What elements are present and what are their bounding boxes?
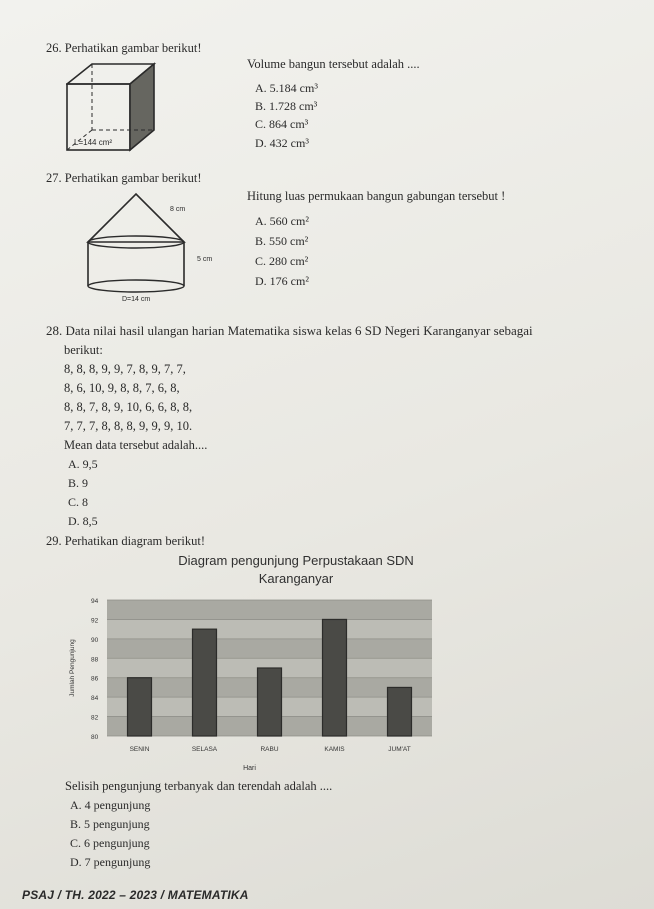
x-tick-label: JUM'AT — [388, 746, 411, 753]
grid-band — [107, 600, 432, 619]
q29-option-b[interactable]: B. 5 pengunjung — [70, 817, 150, 831]
y-tick-label: 94 — [91, 598, 99, 605]
bar-kamis — [323, 619, 347, 736]
q29-option-d[interactable]: D. 7 pengunjung — [70, 855, 151, 869]
bar-rabu — [258, 668, 282, 736]
q28-title: 28. Data nilai hasil ulangan harian Matematika siswa kelas 6 SD Negeri Karanganyar sebagai — [46, 323, 533, 338]
q26-option-b[interactable]: B. 1.728 cm³ — [255, 99, 318, 113]
q28-option-a[interactable]: A. 9,5 — [68, 457, 98, 471]
y-tick-label: 86 — [91, 675, 99, 683]
q26-title: 26. Perhatikan gambar berikut! — [46, 41, 202, 55]
y-tick-label: 88 — [91, 656, 99, 664]
q28-title-cont: berikut: — [64, 343, 103, 357]
cube-area-label: L=144 cm² — [74, 138, 113, 147]
q29-title: 29. Perhatikan diagram berikut! — [46, 534, 205, 548]
x-tick-label: SENIN — [129, 746, 150, 753]
q27-option-c[interactable]: C. 280 cm² — [255, 254, 309, 268]
q28-data-line-1: 8, 8, 8, 9, 9, 7, 8, 9, 7, 7, — [64, 362, 186, 376]
footer-label: PSAJ / TH. 2022 – 2023 / MATEMATIKA — [22, 888, 249, 902]
q29-option-c[interactable]: C. 6 pengunjung — [70, 836, 150, 850]
y-tick-label: 84 — [91, 695, 99, 703]
y-tick-label: 80 — [91, 734, 99, 741]
q28-data-line-3: 8, 8, 7, 8, 9, 10, 6, 6, 8, 8, — [64, 400, 193, 414]
bar-chart — [60, 588, 450, 780]
chart-subtitle: Karanganyar — [258, 571, 334, 586]
y-tick-label: 92 — [91, 617, 99, 625]
q28-question: Mean data tersebut adalah.... — [64, 438, 208, 452]
q28-data-line-2: 8, 6, 10, 9, 8, 8, 7, 6, 8, — [64, 381, 180, 395]
bar-jumat — [388, 687, 412, 736]
q27-option-b[interactable]: B. 550 cm² — [255, 234, 309, 248]
q27-question: Hitung luas permukaan bangun gabungan tersebut ! — [247, 189, 506, 203]
y-axis-label: Jumlah Pengunjung — [69, 639, 76, 697]
q27-option-d[interactable]: D. 176 cm² — [255, 274, 309, 288]
y-tick-label: 90 — [91, 636, 99, 644]
q29-option-a[interactable]: A. 4 pengunjung — [70, 798, 151, 812]
q27-option-a[interactable]: A. 560 cm² — [255, 214, 309, 228]
x-tick-label: SELASA — [191, 746, 218, 753]
q28-option-c[interactable]: C. 8 — [68, 495, 89, 509]
q26-option-c[interactable]: C. 864 cm³ — [255, 117, 309, 131]
q28-option-d[interactable]: D. 8,5 — [68, 514, 98, 528]
q28-data-line-4: 7, 7, 7, 8, 8, 8, 9, 9, 9, 10. — [64, 419, 193, 433]
bar-senin — [128, 678, 152, 736]
q26-option-d[interactable]: D. 432 cm³ — [255, 136, 309, 150]
q29-question: Selisih pengunjung terbanyak dan terendah adalah .... — [65, 779, 333, 793]
x-tick-label: KAMIS — [324, 746, 345, 753]
x-axis-label: Hari — [243, 765, 256, 772]
cylinder-height-label: 5 cm — [197, 256, 213, 263]
diameter-label: D=14 cm — [122, 296, 151, 303]
chart-title: Diagram pengunjung Perpustakaan SDN — [178, 553, 414, 568]
q27-title: 27. Perhatikan gambar berikut! — [46, 171, 202, 185]
q26-question: Volume bangun tersebut adalah .... — [247, 57, 420, 71]
grid-band — [107, 639, 432, 658]
y-tick-label: 82 — [91, 714, 99, 722]
bar-selasa — [193, 629, 217, 736]
cone-height-label: 8 cm — [170, 206, 186, 213]
q28-option-b[interactable]: B. 9 — [68, 476, 89, 490]
x-tick-label: RABU — [260, 746, 279, 753]
q26-option-a[interactable]: A. 5.184 cm³ — [255, 81, 318, 95]
